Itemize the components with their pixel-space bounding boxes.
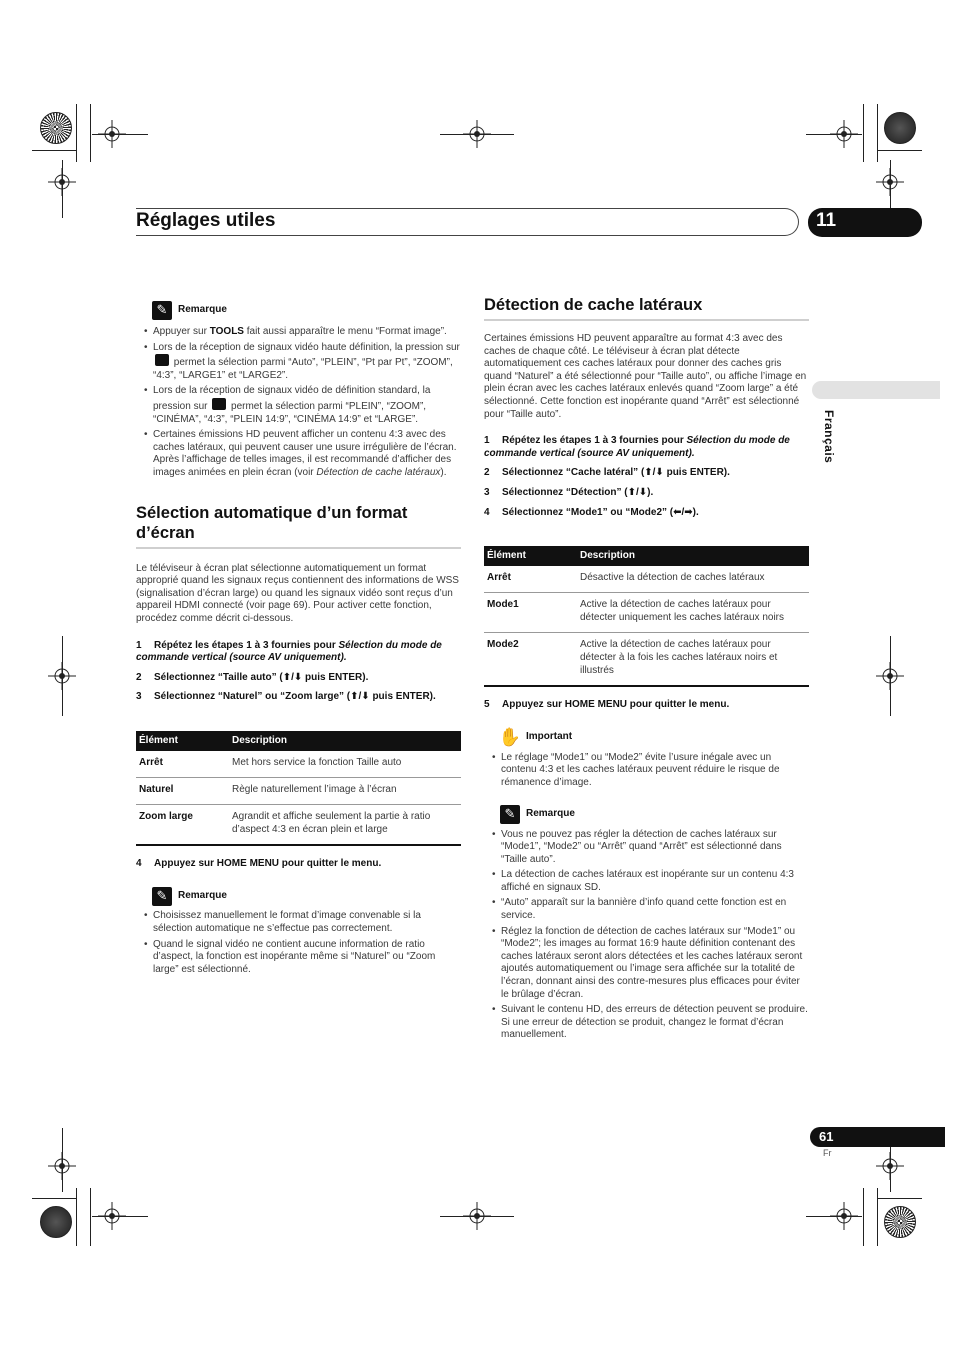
text-run: ).	[440, 466, 447, 478]
settings-table	[484, 546, 809, 687]
table-key-cell: Zoom large	[136, 804, 229, 845]
text-run: Lors de la réception de signaux vidéo de définition standard, la pression sur	[153, 385, 431, 412]
section-intro: Certaines émissions HD peuvent apparaître au format 4:3 avec des caches de chaque côté. Le téléviseur à écran plat détecte automatiquement ces caches latéraux pour donner des caches gris quand “Naturel” a été sélectionné pour “Taille auto”, ou affiche l’image en plein écran avec les caches latéraux enlevés quand “Zoom large” a été sélectionné. Cette fonction est inopérante quand “Arrêt” est sélectionné pour “Taille auto”.	[484, 333, 807, 420]
text-run: Répétez les étapes 1 à 3 fournies pour	[154, 639, 339, 651]
table-header-cell: Élément	[484, 546, 577, 566]
page-number: 61	[810, 1127, 945, 1147]
page-title: Réglages utiles	[136, 210, 276, 231]
chapter-badge: 11	[808, 208, 922, 237]
table-row	[484, 593, 809, 633]
right-column	[484, 295, 809, 1045]
list-item	[136, 326, 461, 339]
color-rose-mark	[884, 112, 916, 144]
step-item	[484, 487, 809, 500]
section-rule	[136, 547, 461, 549]
section-rule	[484, 319, 809, 321]
table-row	[484, 633, 809, 687]
step-item	[484, 435, 809, 460]
list-item: • La détection de caches latéraux est inopérante sur un contenu 4:3 affiché en signaux SD.	[484, 869, 809, 894]
step-item: 4 Appuyez sur HOME MENU pour quitter le menu.	[136, 857, 382, 869]
table-key-cell: Naturel	[136, 777, 229, 804]
table-value-cell: Agrandit et affiche seulement la partie à ratio d’aspect 4:3 en écran plein et large	[229, 804, 461, 845]
table-value-cell: Règle naturellement l’image à l’écran	[229, 777, 461, 804]
text-run: Certaines émissions HD peuvent afficher un contenu 4:3 avec des caches latéraux, qui peuvent causer une usure irrégulière de l’écran. Après l’affichage de telles images, il est recommandé d’afficher des images animées en plein écran (voir	[153, 429, 457, 478]
note-heading: ✎ Remarque	[484, 805, 809, 825]
table-header-row	[136, 731, 461, 751]
table-header-cell: Description	[577, 546, 809, 566]
step-list	[136, 640, 461, 704]
step-item	[136, 640, 461, 665]
step-item	[136, 691, 461, 704]
step-item	[484, 507, 809, 520]
text-run: Sélection du mode de commande vertical (source AV uniquement).	[136, 639, 442, 664]
table-row	[136, 804, 461, 845]
important-heading: ✋ Important	[498, 727, 573, 748]
table-value-cell: Désactive la détection de caches latéraux	[577, 566, 809, 593]
color-rose-mark	[40, 112, 72, 144]
step-item	[484, 467, 809, 480]
table-key-cell: Mode2	[484, 633, 577, 687]
text-run: fait aussi apparaître le menu “Format image”.	[243, 326, 447, 337]
list-item: • Choisissez manuellement le format d’image convenable si la sélection automatique ne s’effectue pas correctement.	[136, 910, 461, 935]
color-rose-mark	[884, 1206, 916, 1238]
warning-hand-icon: ✋	[498, 727, 522, 748]
settings-table	[136, 731, 461, 846]
text-run: Sélectionnez “Détection” (⬆/⬇).	[502, 486, 654, 498]
table-key-cell: Arrêt	[136, 751, 229, 778]
note-heading: ✎ Remarque	[136, 300, 461, 320]
list-item	[136, 342, 461, 383]
text-run: Lors de la réception de signaux vidéo haute définition, la pression sur	[153, 341, 460, 353]
pencil-icon: ✎	[500, 805, 520, 824]
list-item	[136, 385, 461, 426]
left-column	[136, 300, 461, 979]
section-title: Détection de cache latéraux	[484, 296, 703, 314]
language-tab	[812, 381, 940, 399]
table-value-cell: Met hors service la fonction Taille auto	[229, 751, 461, 778]
text-run: 2	[136, 671, 142, 683]
list-item: • Réglez la fonction de détection de caches latéraux sur “Mode1” ou “Mode2”; les images au format 16:9 haute définition contenant des caches latéraux seront alors détectées et les caches latéraux seront ajoutés automatiquement ou l’image sera affichée sur la totalité de l’écran, donnant ainsi des contre-mesures plus efficaces pour éviter le brûlage d’écran.	[484, 926, 809, 1002]
table-header-row	[484, 546, 809, 566]
text-run: 4	[484, 506, 490, 518]
pencil-icon: ✎	[152, 887, 172, 906]
table-header-cell: Description	[229, 731, 461, 751]
pencil-icon: ✎	[152, 301, 172, 320]
section-intro: Le téléviseur à écran plat sélectionne automatiquement un format approprié quand les signaux reçus contiennent des informations de WSS (signalisation d’écran large) ou quand les signaux vidéo sont reçus d’un appareil HDMI connecté (voir page 69). Pour activer cette fonction, procédez comme décrit ci-dessous.	[136, 562, 459, 624]
table-header-cell: Élément	[136, 731, 229, 751]
important-list	[484, 752, 809, 790]
remote-button-icon	[155, 354, 169, 366]
text-run: Appuyer sur	[153, 326, 210, 337]
table-key-cell: Mode1	[484, 593, 577, 633]
text-run: Sélectionnez “Mode1” ou “Mode2” (⬅/➡).	[502, 506, 699, 518]
text-run: Sélection du mode de commande vertical (source AV uniquement).	[484, 435, 790, 459]
table-key-cell: Arrêt	[484, 566, 577, 593]
text-run: Répétez les étapes 1 à 3 fournies pour	[502, 435, 687, 447]
text-run: permet la sélection parmi “PLEIN”, “ZOOM”, “CINÉMA”, “4:3”, “PLEIN 14:9”, “CINÉMA 14:9” et “LARGE”.	[153, 400, 427, 425]
table-value-cell: Active la détection de caches latéraux pour détecter uniquement les caches latéraux noirs	[577, 593, 809, 633]
remote-button-icon	[212, 398, 226, 410]
color-rose-mark	[40, 1206, 72, 1238]
text-run: Sélectionnez “Cache latéral” (⬆/⬇ puis ENTER).	[502, 467, 730, 479]
text-run: 3	[136, 691, 142, 703]
step-item: 5 Appuyez sur HOME MENU pour quitter le menu.	[484, 699, 730, 711]
list-item: • “Auto” apparaît sur la bannière d’info quand cette fonction est en service.	[484, 897, 809, 922]
note-list	[136, 326, 461, 480]
text-run: permet la sélection parmi “Auto”, “PLEIN”, “Pt par Pt”, “ZOOM”, “4:3”, “LARGE1” et “LARGE2”.	[153, 357, 453, 381]
table-row	[484, 566, 809, 593]
language-label: Français	[822, 410, 836, 464]
text-run: 2	[484, 467, 490, 479]
note-heading: ✎ Remarque	[136, 886, 461, 906]
step-list	[484, 435, 809, 519]
table-row	[136, 751, 461, 778]
section-title: Sélection automatique d’un format d’écran	[136, 503, 408, 542]
text-run: Sélectionnez “Naturel” ou “Zoom large” (⬆/⬇ puis ENTER).	[154, 691, 436, 703]
list-item: • Vous ne pouvez pas régler la détection de caches latéraux sur “Mode1”, “Mode2” ou “Arrêt” quand “Arrêt” est sélectionné dans “Taille auto”.	[484, 829, 809, 867]
step-item	[136, 672, 461, 685]
text-run: 1	[484, 435, 490, 447]
list-item: • Suivant le contenu HD, des erreurs de détection peuvent se produire. Si une erreur de détection se produit, changez le format d’écran manuellement.	[484, 1004, 809, 1042]
note-list	[136, 910, 461, 976]
page-language: Fr	[823, 1148, 832, 1158]
text-run: 3	[484, 486, 490, 498]
text-run: Sélectionnez “Taille auto” (⬆/⬇ puis ENTER).	[154, 671, 369, 683]
text-run: TOOLS	[209, 326, 244, 337]
text-run: Détection de cache latéraux	[316, 466, 441, 478]
table-row	[136, 777, 461, 804]
text-run: 1	[136, 639, 142, 651]
list-item: • Quand le signal vidéo ne contient aucune information de ratio d’aspect, la fonction est inopérante même si “Naturel” ou “Zoom large” est sélectionné.	[136, 939, 461, 977]
note-list	[484, 829, 809, 1043]
table-value-cell: Active la détection de caches latéraux pour détecter à la fois les caches latéraux noirs et illustrés	[577, 633, 809, 687]
list-item	[136, 429, 461, 479]
list-item: • Le réglage “Mode1” ou “Mode2” évite l’usure inégale avec un contenu 4:3 et les caches latéraux peuvent réduire le risque de rémanence d’image.	[484, 752, 809, 790]
